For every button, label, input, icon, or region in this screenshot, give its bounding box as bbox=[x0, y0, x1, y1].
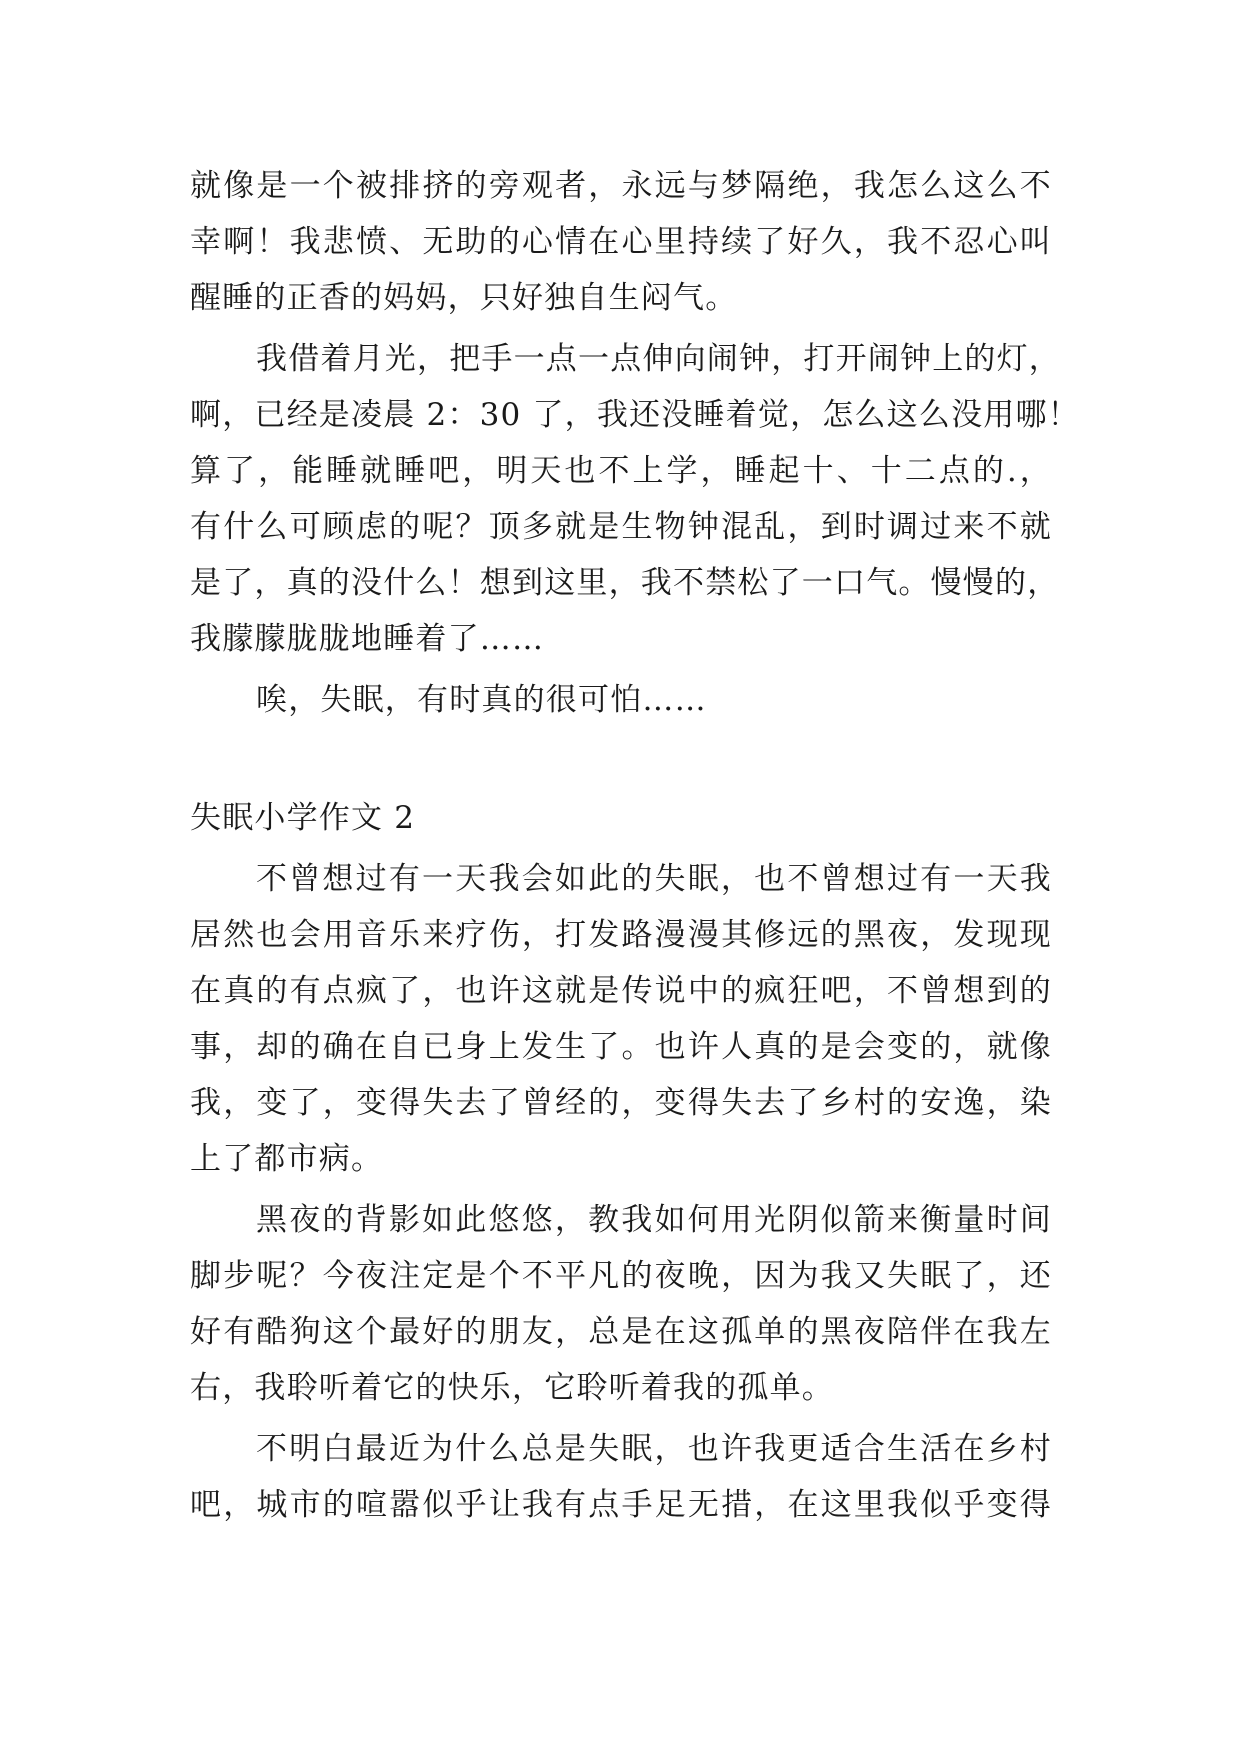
paragraph-line: 幸啊！我悲愤、无助的心情在心里持续了好久，我不忍心叫 bbox=[190, 224, 1052, 260]
paragraph-line: 我朦朦胧胧地睡着了…… bbox=[190, 621, 545, 657]
paragraph-line: 右，我聆听着它的快乐，它聆听着我的孤单。 bbox=[190, 1370, 834, 1406]
paragraph-line: 有什么可顾虑的呢？顶多就是生物钟混乱，到时调过来不就 bbox=[190, 509, 1052, 545]
paragraph-line: 吧，城市的喧嚣似乎让我有点手足无措，在这里我似乎变得 bbox=[190, 1487, 1052, 1523]
paragraph-line: 是了，真的没什么！想到这里，我不禁松了一口气。慢慢的， bbox=[190, 565, 1060, 601]
section-title: 失眠小学作文 2 bbox=[190, 800, 416, 836]
paragraph-line: 醒睡的正香的妈妈，只好独自生闷气。 bbox=[190, 280, 738, 316]
paragraph-line: 上了都市病。 bbox=[190, 1141, 384, 1177]
paragraph-line: 事，却的确在自已身上发生了。也许人真的是会变的，就像 bbox=[190, 1029, 1052, 1065]
paragraph-line: 好有酷狗这个最好的朋友，总是在这孤单的黑夜陪伴在我左 bbox=[190, 1314, 1052, 1350]
paragraph-line: 不曾想过有一天我会如此的失眠，也不曾想过有一天我 bbox=[256, 861, 1052, 897]
paragraph-line: 脚步呢？今夜注定是个不平凡的夜晚，因为我又失眠了，还 bbox=[190, 1258, 1052, 1294]
paragraph-line: 黑夜的背影如此悠悠，教我如何用光阴似箭来衡量时间 bbox=[256, 1202, 1052, 1238]
paragraph-line: 啊，已经是凌晨 2：30 了，我还没睡着觉，怎么这么没用哪！ bbox=[190, 397, 1080, 433]
paragraph-line: 我，变了，变得失去了曾经的，变得失去了乡村的安逸，染 bbox=[190, 1085, 1052, 1121]
paragraph-line: 在真的有点疯了，也许这就是传说中的疯狂吧，不曾想到的 bbox=[190, 973, 1052, 1009]
paragraph-line: 算了，能睡就睡吧，明天也不上学，睡起十、十二点的.， bbox=[190, 453, 1052, 489]
paragraph-line: 不明白最近为什么总是失眠，也许我更适合生活在乡村 bbox=[256, 1431, 1052, 1467]
paragraph-line: 我借着月光，把手一点一点伸向闹钟，打开闹钟上的灯， bbox=[256, 341, 1061, 377]
paragraph-line: 居然也会用音乐来疗伤，打发路漫漫其修远的黑夜，发现现 bbox=[190, 917, 1052, 953]
paragraph-line: 唉，失眠，有时真的很可怕…… bbox=[256, 682, 707, 718]
paragraph-line: 就像是一个被排挤的旁观者，永远与梦隔绝，我怎么这么不 bbox=[190, 168, 1052, 204]
